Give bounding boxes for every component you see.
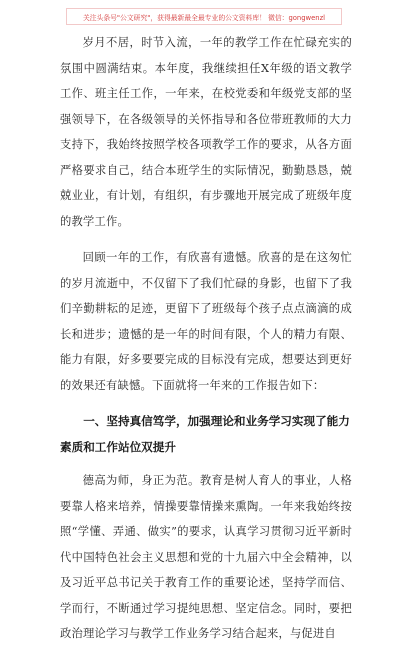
section-heading: 一、坚持真信笃学，加强理论和业务学习实现了能力素质和工作站位双提升 [60, 414, 350, 454]
review-paragraph: 回顾一年的工作，有欣喜有遗憾。欣喜的是在这匆忙的岁月流逝中，不仅留下了我们忙碌的身影，也留下了我们辛勤耕耘的足迹，更留下了班级每个孩子点点滴滴的成长和进步；遗憾的是一年的时间有限，个人的精力有限、能力有限，好多要要完成的目标没有完成，想要达到更好的效果还有缺憾。下面就将一年来的工作报告如下： [60, 251, 352, 392]
section-paragraph: 德高为师，身正为范。教育是树人育人的事业，人格要靠人格来培养，情操要靠情操来熏陶。一年来我始终按照“学懂、弄通、做实”的要求，认真学习贯彻习近平新时代中国特色社会主义思想和党的十九届六中全会精神，以及习近平总书记关于教育工作的重要论述，坚持学而信、学而行，不断通过学习提纯思想、坚定信念。同时，要把政治理论学习与教学工作业务学习结合起来，与促进自 [60, 474, 352, 640]
document-body [60, 30, 352, 658]
promo-banner[interactable]: 关注头条号"公文研究"，获得最新最全最专业的公文资料库！ 微信：gongwenzl [66, 8, 342, 25]
intro-paragraph: 岁月不居，时节入流，一年的教学工作在忙碌充实的氛围中圆满结束。本年度，我继续担任X年级的语文教学工作、班主任工作，一年来，在校党委和年级党支部的坚强领导下，在各级领导的关怀指导和各位带班教师的大力支持下，我始终按照学校各项教学工作的要求，从各方面严格要求自己，结合本班学生的实际情况，勤勤恳恳，兢兢业业，有计划，有组织，有步骤地开展完成了班级年度的教学工作。 [60, 36, 352, 228]
